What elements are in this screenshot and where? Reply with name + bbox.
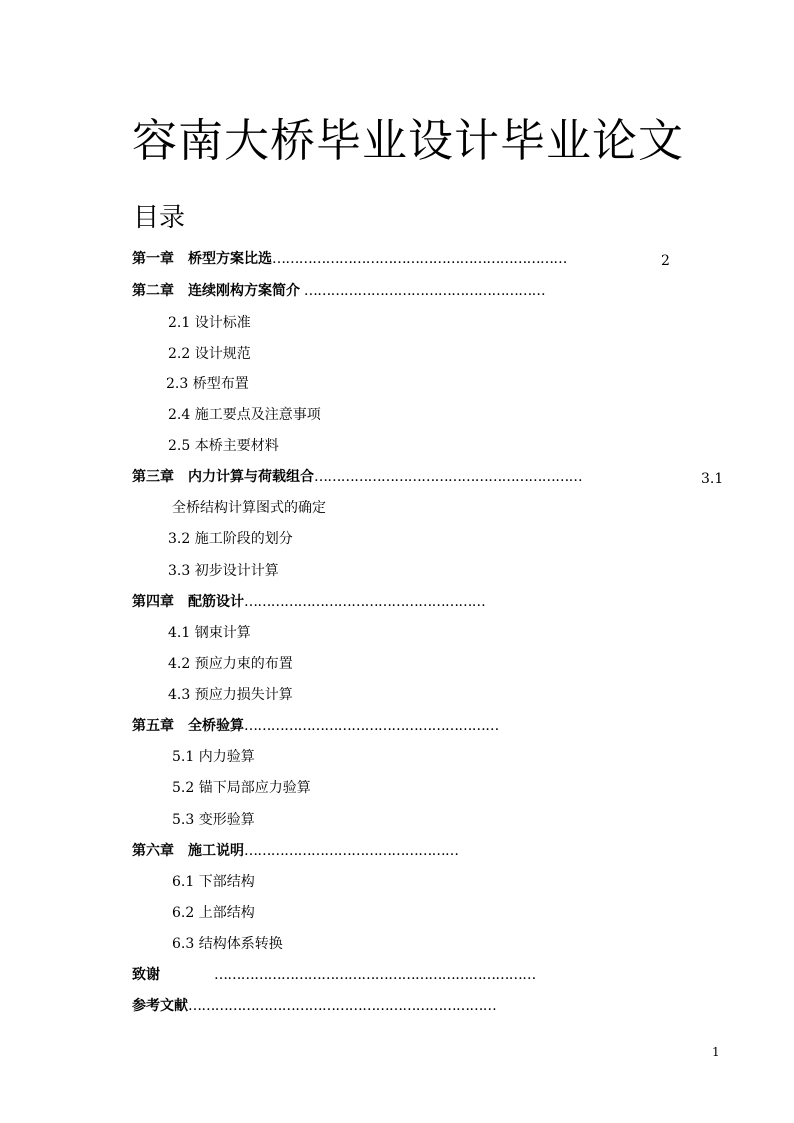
chapter-title: 连续刚构方案简介 bbox=[188, 283, 300, 299]
toc-references bbox=[132, 996, 496, 1016]
leader-dots: ……………………………………………………………… bbox=[214, 967, 536, 983]
leader-dots: ………………………………………………… bbox=[244, 718, 499, 734]
toc-section-6-2: 6.2 上部结构 bbox=[172, 905, 255, 921]
chapter-number: 第四章 bbox=[132, 594, 174, 610]
toc-section-2-2: 2.2 设计规范 bbox=[168, 346, 251, 362]
toc-page-number: 3.1 bbox=[701, 471, 724, 487]
toc-section-4-2: 4.2 预应力束的布置 bbox=[168, 656, 293, 672]
toc-section-4-1: 4.1 钢束计算 bbox=[168, 625, 251, 641]
toc-section-5-3: 5.3 变形验算 bbox=[172, 812, 255, 828]
toc-section-6-1: 6.1 下部结构 bbox=[172, 874, 255, 890]
page-number: 1 bbox=[712, 1045, 720, 1059]
toc-section-3-3: 3.3 初步设计计算 bbox=[168, 563, 279, 579]
chapter-number: 第五章 bbox=[132, 718, 174, 734]
toc-acknowledgement: 致谢 bbox=[132, 967, 160, 983]
leader-dots: …………………………………………………………… bbox=[188, 998, 497, 1014]
chapter-number: 第六章 bbox=[132, 843, 174, 859]
chapter-title: 全桥验算 bbox=[188, 718, 244, 734]
leader-dots: ……………………………………………… bbox=[244, 594, 486, 610]
chapter-number: 第一章 bbox=[132, 251, 174, 267]
chapter-title: 内力计算与荷载组合 bbox=[188, 469, 314, 485]
toc-section-5-1: 5.1 内力验算 bbox=[172, 749, 255, 765]
chapter-title: 施工说明 bbox=[188, 843, 244, 859]
leader-dots: …………………………………………………… bbox=[314, 469, 583, 485]
leader-dots: ……………………………………………… bbox=[300, 283, 546, 299]
toc-heading: 目录 bbox=[133, 203, 186, 233]
toc-chapter-2 bbox=[132, 281, 545, 301]
chapter-number: 第三章 bbox=[132, 469, 174, 485]
toc-chapter-6 bbox=[132, 841, 458, 861]
chapter-title: 桥型方案比选 bbox=[188, 251, 272, 267]
toc-chapter-5 bbox=[132, 716, 499, 736]
leader-dots: ………………………………………………………… bbox=[272, 251, 567, 267]
toc-chapter-3 bbox=[132, 467, 582, 487]
toc-section-2-3: 2.3 桥型布置 bbox=[166, 376, 249, 392]
chapter-title: 配筋设计 bbox=[188, 594, 244, 610]
references-title: 参考文献 bbox=[132, 998, 188, 1014]
toc-section-6-3: 6.3 结构体系转换 bbox=[172, 936, 283, 952]
toc-section-4-3: 4.3 预应力损失计算 bbox=[168, 687, 293, 703]
document-title: 容南大桥毕业设计毕业论文 bbox=[132, 114, 685, 167]
toc-chapter-4 bbox=[132, 592, 485, 612]
toc-section-2-4: 2.4 施工要点及注意事项 bbox=[168, 407, 321, 423]
toc-page-number: 2 bbox=[661, 253, 670, 269]
leader-dots: ………………………………………… bbox=[244, 843, 459, 859]
toc-section-3-2: 3.2 施工阶段的划分 bbox=[168, 531, 293, 547]
toc-section-5-2: 5.2 锚下局部应力验算 bbox=[172, 780, 311, 796]
toc-section-2-1: 2.1 设计标准 bbox=[168, 315, 251, 331]
chapter-number: 第二章 bbox=[132, 283, 174, 299]
toc-section-3-1: 全桥结构计算图式的确定 bbox=[172, 500, 326, 516]
toc-section-2-5: 2.5 本桥主要材料 bbox=[168, 438, 279, 454]
toc-chapter-1 bbox=[132, 249, 567, 269]
